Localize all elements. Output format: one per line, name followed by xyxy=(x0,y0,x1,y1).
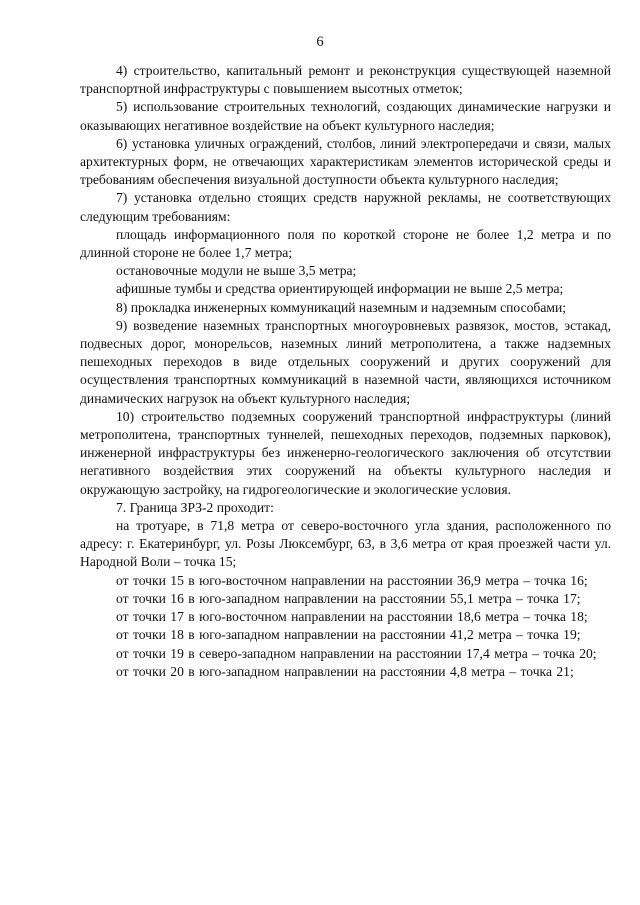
paragraph-item-5: 5) использование строительных технологий, создающих динамические нагрузки и оказывающих негативное воздействие на объект культурного наследия; xyxy=(80,99,611,133)
paragraph-item-8: 8) прокладка инженерных коммуникаций наземным и надземным способами; xyxy=(116,299,567,315)
paragraph-item-6: 6) установка уличных ограждений, столбов, линий электропередачи и связи, малых архитектурных форм, не отвечающих характеристикам элементов исторической среды и требованиям обеспечения визуальной доступности объекта культурного наследия; xyxy=(80,135,611,188)
paragraph-point-18: от точки 17 в юго-восточном направлении на расстоянии 18,6 метра – точка 18; xyxy=(116,609,588,625)
paragraph-point-17: от точки 16 в юго-западном направлении на расстоянии 55,1 метра – точка 17; xyxy=(116,590,581,606)
paragraph-poster-columns: афишные тумбы и средства ориентирующей информации не выше 2,5 метра; xyxy=(116,281,564,297)
paragraph-point-16: от точки 15 в юго-восточном направлении на расстоянии 36,9 метра – точка 16; xyxy=(116,572,588,588)
paragraph-item-7: 7) установка отдельно стоящих средств наружной рекламы, не соответствующих следующим требованиям: xyxy=(80,190,611,224)
paragraph-item-10: 10) строительство подземных сооружений транспортной инфраструктуры (линий метрополитена, транспортных туннелей, пешеходных переходов, подземных парковок), инженерной инфраструктуры без инженерно-геологического заключения об отсутствии негативного воздействия этих сооружений на объекты культурного наследия и окружающую застройку, на гидрогеологические и экологические условия. xyxy=(80,408,611,497)
paragraph-item-9: 9) возведение наземных транспортных многоуровневых развязок, мостов, эстакад, подвесных дорог, монорельсов, наземных линий метрополитена, а также надземных пешеходных переходов в виде отдельных сооружений и других сооружений для осуществления транспортных коммуникаций в наземной части, являющихся источником динамических нагрузок на объект культурного наследия; xyxy=(80,317,611,406)
paragraph-item-4: 4) строительство, капитальный ремонт и реконструкция существующей наземной транспортной инфраструктуры с повышением высотных отметок; xyxy=(80,63,611,97)
paragraph-boundary-heading: 7. Граница ЗРЗ-2 проходит: xyxy=(116,499,274,515)
paragraph-point-15: на тротуаре, в 71,8 метра от северо-восточного угла здания, расположенного по адресу: г. Екатеринбург, ул. Розы Люксембург, 63, в 3,6 метра от края проезжей части ул. Народной Воли – точка 15; xyxy=(80,518,611,570)
paragraph-bus-stop-modules: остановочные модули не выше 3,5 метра; xyxy=(116,263,357,279)
paragraph-advertising-area: площадь информационного поля по короткой стороне не более 1,2 метра и по длинной стороне не более 1,7 метра; xyxy=(80,226,611,261)
document-body xyxy=(80,62,611,681)
paragraph-point-20: от точки 19 в северо-западном направлении на расстоянии 17,4 метра – точка 20; xyxy=(116,645,597,661)
paragraph-point-21: от точки 20 в юго-западном направлении на расстоянии 4,8 метра – точка 21; xyxy=(116,663,574,679)
paragraph-point-19: от точки 18 в юго-западном направлении на расстоянии 41,2 метра – точка 19; xyxy=(116,627,581,643)
page-number: 6 xyxy=(316,34,324,50)
